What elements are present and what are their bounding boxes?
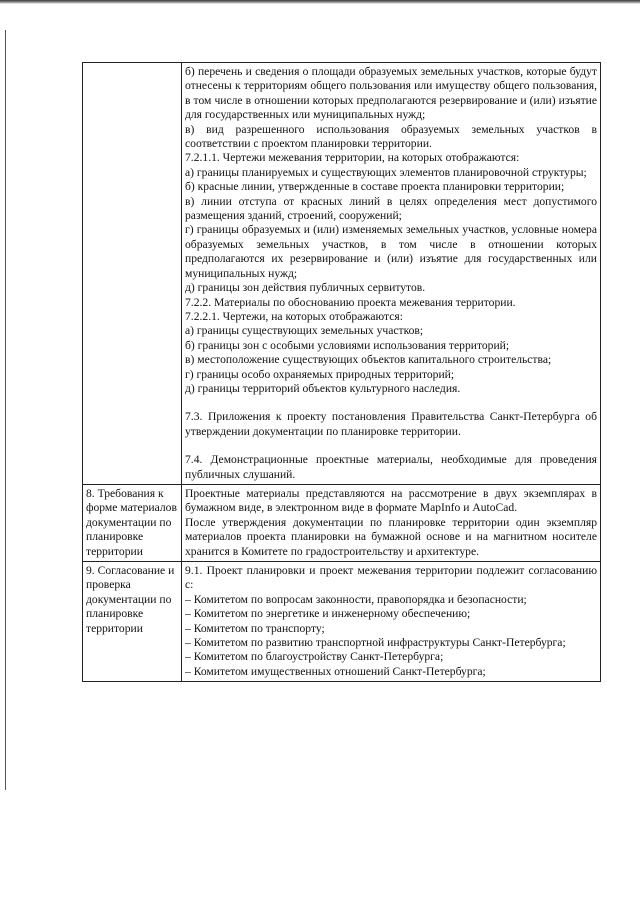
- paragraph: 7.2.1.1. Чертежи межевания территории, на которых отображаются:: [185, 151, 520, 165]
- list-item: – Комитетом по благоустройству Санкт-Петербурга;: [185, 650, 444, 664]
- table-row: [83, 63, 601, 485]
- paragraph: б) перечень и сведения о площади образуемых земельных участков, которые будут отнесены к территориям общего пользования или имуществу общего пользования, в том числе в отношении которых предполагаются резервирование и (или) изъятие для государственных или муниципальных нужд;: [185, 65, 597, 122]
- scan-top-edge: [0, 0, 640, 4]
- row-content: [182, 484, 601, 561]
- paragraph: в) вид разрешенного использования образуемых земельных участков в соответствии с проектом планировки территории.: [185, 122, 597, 151]
- paragraph: 7.4. Демонстрационные проектные материалы, необходимые для проведения публичных слушаний.: [185, 453, 597, 481]
- paragraph: д) границы зон действия публичных сервитутов.: [185, 281, 426, 295]
- paragraph: г) границы образуемых и (или) изменяемых земельных участков, условные номера образуемых земельных участков, в том числе в отношении которых предполагаются их резервирование и (или) изъятие для государственных или муниципальных нужд;: [185, 223, 597, 280]
- paragraph: а) границы существующих земельных участков;: [185, 324, 424, 338]
- row-label: [83, 63, 182, 485]
- requirements-table: [82, 62, 601, 682]
- row-content: [182, 63, 601, 485]
- spacer: [185, 439, 597, 453]
- paragraph: 7.3. Приложения к проекту постановления Правительства Санкт-Петербурга об утверждении документации по планировке территории.: [185, 410, 597, 438]
- paragraph: После утверждения документации по планировке территории один экземпляр материалов проекта планировки на бумажной основе и на магнитном носителе хранится в Комитете по градостроительству и архитектуре.: [185, 515, 597, 558]
- scan-left-edge: [5, 30, 6, 790]
- paragraph: 9.1. Проект планировки и проект межевания территории подлежит согласованию с:: [185, 564, 597, 592]
- row-label: 8. Требования к форме материалов документации по планировке территории: [83, 484, 182, 561]
- table-row: [83, 562, 601, 682]
- paragraph: в) линии отступа от красных линий в целях определения мест допустимого размещения зданий, строений, сооружений;: [185, 194, 597, 223]
- paragraph: б) красные линии, утвержденные в составе проекта планировки территории;: [185, 180, 565, 194]
- paragraph: б) границы зон с особыми условиями использования территорий;: [185, 338, 510, 352]
- table-row: [83, 484, 601, 561]
- paragraph: 7.2.2.1. Чертежи, на которых отображаются:: [185, 309, 403, 323]
- paragraph: а) границы планируемых и существующих элементов планировочной структуры;: [185, 165, 587, 179]
- paragraph: в) местоположение существующих объектов капитального строительства;: [185, 353, 552, 367]
- list-item: – Комитетом по вопросам законности, правопорядка и безопасности;: [185, 592, 527, 606]
- spacer: [185, 396, 597, 410]
- list-item: – Комитетом по энергетике и инженерному обеспечению;: [185, 607, 471, 621]
- paragraph: д) границы территорий объектов культурного наследия.: [185, 381, 461, 395]
- paragraph: Проектные материалы представляются на рассмотрение в двух экземплярах в бумажном виде, в электронном виде в формате MapInfo и AutoCad.: [185, 486, 597, 515]
- paragraph: 7.2.2. Материалы по обоснованию проекта межевания территории.: [185, 295, 516, 309]
- list-item: – Комитетом по транспорту;: [185, 621, 325, 635]
- paragraph: г) границы особо охраняемых природных территорий;: [185, 367, 455, 381]
- list-item: – Комитетом по развитию транспортной инфраструктуры Санкт-Петербурга;: [185, 636, 566, 650]
- row-content: [182, 562, 601, 682]
- list-item: – Комитетом имущественных отношений Санкт-Петербурга;: [185, 664, 486, 678]
- row-label: 9. Согласование и проверка документации по планировке территории: [83, 562, 182, 682]
